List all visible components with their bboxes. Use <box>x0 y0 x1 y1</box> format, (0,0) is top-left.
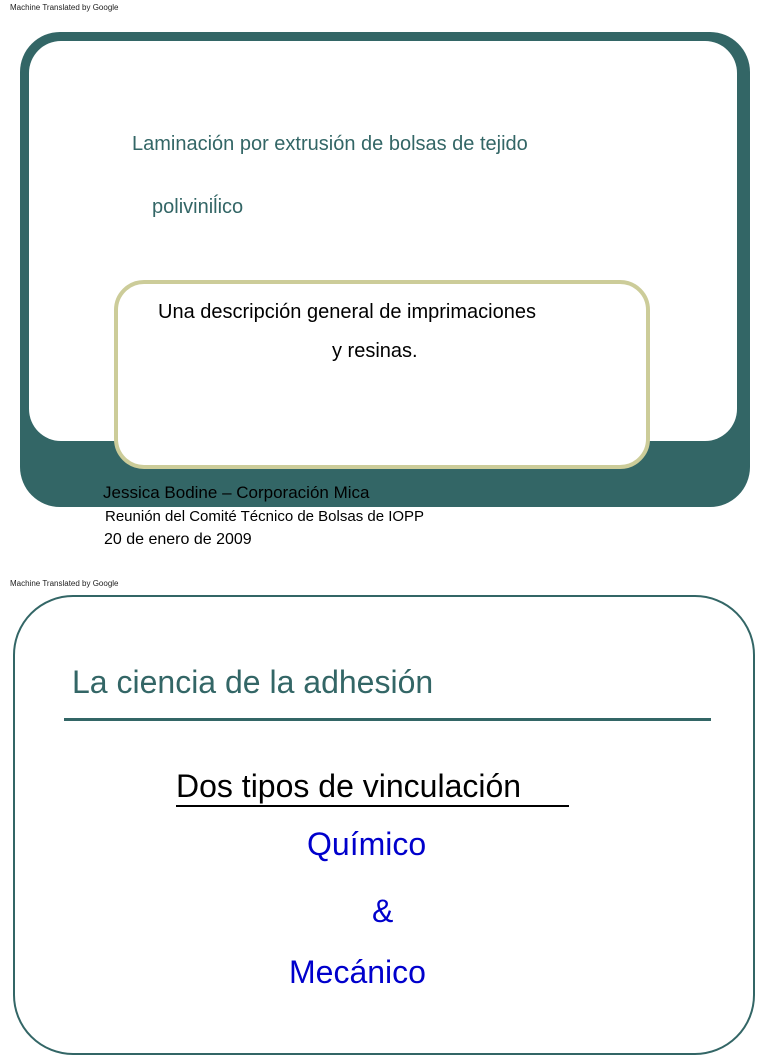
title-divider <box>64 718 711 721</box>
bond-type-chemical: Químico <box>307 826 427 862</box>
author-line: Jessica Bodine – Corporación Mica <box>103 483 370 502</box>
watermark-label: Machine Translated by Google <box>10 3 119 12</box>
bond-types-heading: Dos tipos de vinculación <box>176 767 569 807</box>
ampersand: & <box>372 893 394 929</box>
watermark-label-2: Machine Translated by Google <box>10 579 119 588</box>
meeting-line: Reunión del Comité Técnico de Bolsas de IOPP <box>105 508 425 525</box>
subtitle-line-2: y resinas. <box>332 340 418 362</box>
date-line: 20 de enero de 2009 <box>104 531 252 548</box>
subtitle-box <box>114 280 650 469</box>
slide-2-title: La ciencia de la adhesión <box>72 664 434 700</box>
subtitle-line-1: Una descripción general de imprimaciones <box>158 301 536 323</box>
bond-type-mechanical: Mecánico <box>289 954 426 990</box>
slide-1-title-line-2: poliviniĺico <box>152 196 244 218</box>
slide-1-title-line-1: Laminación por extrusión de bolsas de tejido <box>132 133 528 155</box>
